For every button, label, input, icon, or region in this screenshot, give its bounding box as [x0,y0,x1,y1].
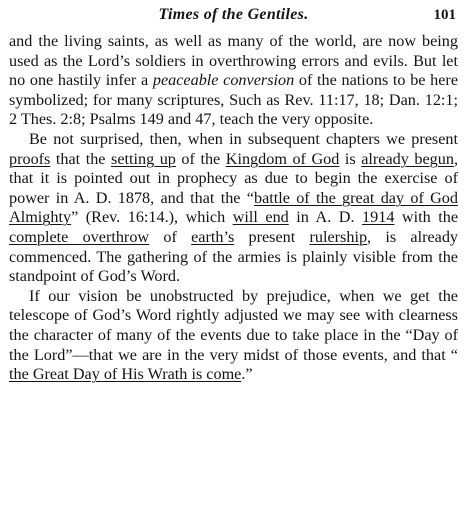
text-run: ” (Rev. 16:14.), which [71,208,233,227]
text-run: If our vision be unobstructed by prejudice, when we get the telescope of God’s Word rightly adjusted we may see with clearness the character of many of the events due to take place in the “Day of the Lord”—that we are in the very midst of those events, and that “ [9,286,458,364]
text-run: in A. D. [288,208,363,227]
page-number: 101 [433,7,456,23]
underlined-phrase: Kingdom of God [225,149,340,168]
running-head: Times of the Gentiles. [158,6,309,23]
underlined-phrase: complete overthrow [9,227,150,246]
underlined-phrase: battle of the great day of God Almighty [9,188,458,227]
underlined-phrase: proofs [9,149,51,168]
text-run: is [339,149,362,168]
underlined-phrase: the Great Day of His Wrath is come [9,365,242,384]
paragraph-2 [9,130,458,287]
text-run: of [149,227,192,246]
text-run: .” [241,365,253,384]
text-run: present [234,227,310,246]
text-run: of the nations to be here symbolized; for many scriptures, Such as Rev. 11:17, 18; Dan. 12:1; 2 Thes. 2:8; Psalms 149 and 47, teach the very opposite. [9,71,459,129]
text-run: , that it is pointed out in prophecy as due to begin the exercise of power in A. D. 1878, and that the “ [9,149,458,207]
text-run: , is already commenced. The gathering of the armies is plainly visible from the standpoint of God’s Word. [9,227,459,286]
text-run: that the [50,149,112,168]
underlined-phrase: earth’s [191,227,235,246]
paragraph-1 [9,32,458,130]
body-text [9,32,458,385]
paragraph-3 [9,287,458,385]
text-run: with the [394,208,458,227]
underlined-phrase: setting up [111,149,176,168]
italic-phrase: peaceable conversion [152,71,295,90]
underlined-phrase: rulership [309,227,368,246]
underlined-phrase: 1914 [362,208,395,227]
text-run: of the [175,149,226,168]
text-run: Be not surprised, then, when in subsequent chapters we present [29,129,458,148]
underlined-phrase: will end [232,208,289,227]
page-header [9,4,458,32]
underlined-phrase: already begun [361,149,454,168]
text-run: and the living saints, as well as many of the world, are now being used as the Lord’s soldiers in overthrowing errors and evils. But let no one hastily infer a [9,32,458,90]
